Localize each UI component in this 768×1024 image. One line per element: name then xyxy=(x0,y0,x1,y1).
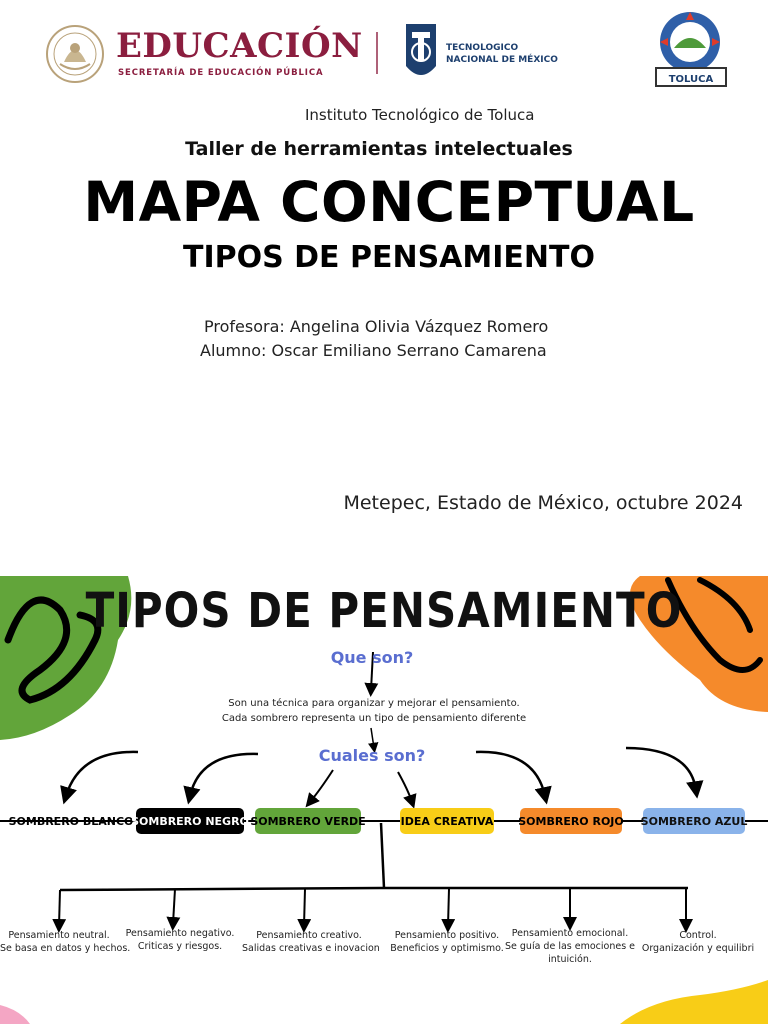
leaf-red xyxy=(505,927,635,966)
cover-subtitle: TIPOS DE PENSAMIENTO xyxy=(182,240,595,275)
map-description xyxy=(0,696,748,726)
place-date: Metepec, Estado de México, octubre 2024 xyxy=(343,492,743,514)
toluca-logo-label: TOLUCA xyxy=(668,74,714,85)
header-divider xyxy=(376,32,378,74)
map-title: TIPOS DE PENSAMIENTO xyxy=(85,582,683,639)
leaf-yellow xyxy=(386,929,508,955)
leaf-yellow-line1: Pensamiento positivo. xyxy=(394,930,500,941)
leaf-white xyxy=(0,929,131,955)
leaf-black xyxy=(118,927,242,953)
hat-black: SOMBRERO NEGRO xyxy=(136,808,244,834)
question-what-are: Que son? xyxy=(330,648,414,667)
description-line2: Cada sombrero representa un tipo de pensamiento diferente xyxy=(221,713,527,724)
drop-arrow-3 xyxy=(304,889,305,926)
education-title: EDUCACIÓN xyxy=(116,26,363,66)
cover-title: MAPA CONCEPTUAL xyxy=(83,170,695,234)
trunk-line xyxy=(381,823,384,888)
leaf-blue-line2: Organización y equilibri xyxy=(641,943,755,954)
leaf-red-line3: intuición. xyxy=(548,954,592,965)
hat-yellow: IDEA CREATIVA xyxy=(400,808,494,834)
leaf-black-line2: Criticas y riesgos. xyxy=(137,941,223,952)
workshop-name: Taller de herramientas intelectuales xyxy=(185,138,573,160)
yellow-corner-decoration xyxy=(620,980,768,1024)
leaf-green-line2: Salidas creativas e inovacion xyxy=(242,943,380,954)
leaf-blue-line1: Control. xyxy=(679,930,717,941)
toluca-institute-logo xyxy=(650,8,736,90)
professor-name: Profesora: Angelina Olivia Vázquez Romero xyxy=(204,317,549,336)
leaf-green-line1: Pensamiento creativo. xyxy=(256,930,362,941)
drop-arrow-2 xyxy=(173,889,175,924)
branch-line xyxy=(60,888,688,890)
leaf-white-line1: Pensamiento neutral. xyxy=(8,930,110,941)
leaf-blue xyxy=(636,929,760,955)
drop-arrow-4 xyxy=(448,889,449,926)
leaf-red-line2: Se guía de las emociones e xyxy=(505,941,636,952)
question-which-are: Cuales son? xyxy=(318,746,426,765)
tecnm-logo xyxy=(403,22,439,84)
leaf-green xyxy=(242,929,380,955)
hat-blue: SOMBRERO AZUL xyxy=(643,808,745,834)
tecnm-text xyxy=(446,42,558,66)
leaf-black-line1: Pensamiento negativo. xyxy=(125,928,235,939)
arrow-to-question2 xyxy=(371,728,374,748)
education-subtitle: SECRETARÍA DE EDUCACIÓN PÚBLICA xyxy=(118,68,324,78)
leaf-white-line2: Se basa en datos y hechos. xyxy=(0,943,131,954)
arrow-to-green xyxy=(310,770,333,802)
tecnm-line2: NACIONAL DE MÉXICO xyxy=(446,55,558,65)
hat-white: SOMBRERO BLANCO xyxy=(8,814,134,828)
drop-arrow-1 xyxy=(59,890,60,926)
hat-red: SOMBRERO ROJO xyxy=(520,808,622,834)
institute-name: Instituto Tecnológico de Toluca xyxy=(305,106,535,124)
hat-green: SOMBRERO VERDE xyxy=(255,808,361,834)
description-line1: Son una técnica para organizar y mejorar el pensamiento. xyxy=(228,698,520,709)
mexico-seal-logo xyxy=(42,24,108,84)
leaf-yellow-line2: Beneficios y optimismo. xyxy=(390,943,504,954)
arrow-to-yellow xyxy=(398,772,412,802)
leaf-red-line1: Pensamiento emocional. xyxy=(511,928,629,939)
pink-corner-decoration xyxy=(0,1005,30,1024)
student-name: Alumno: Oscar Emiliano Serrano Camarena xyxy=(200,341,547,360)
tecnm-line1: TECNOLOGICO xyxy=(446,43,519,53)
